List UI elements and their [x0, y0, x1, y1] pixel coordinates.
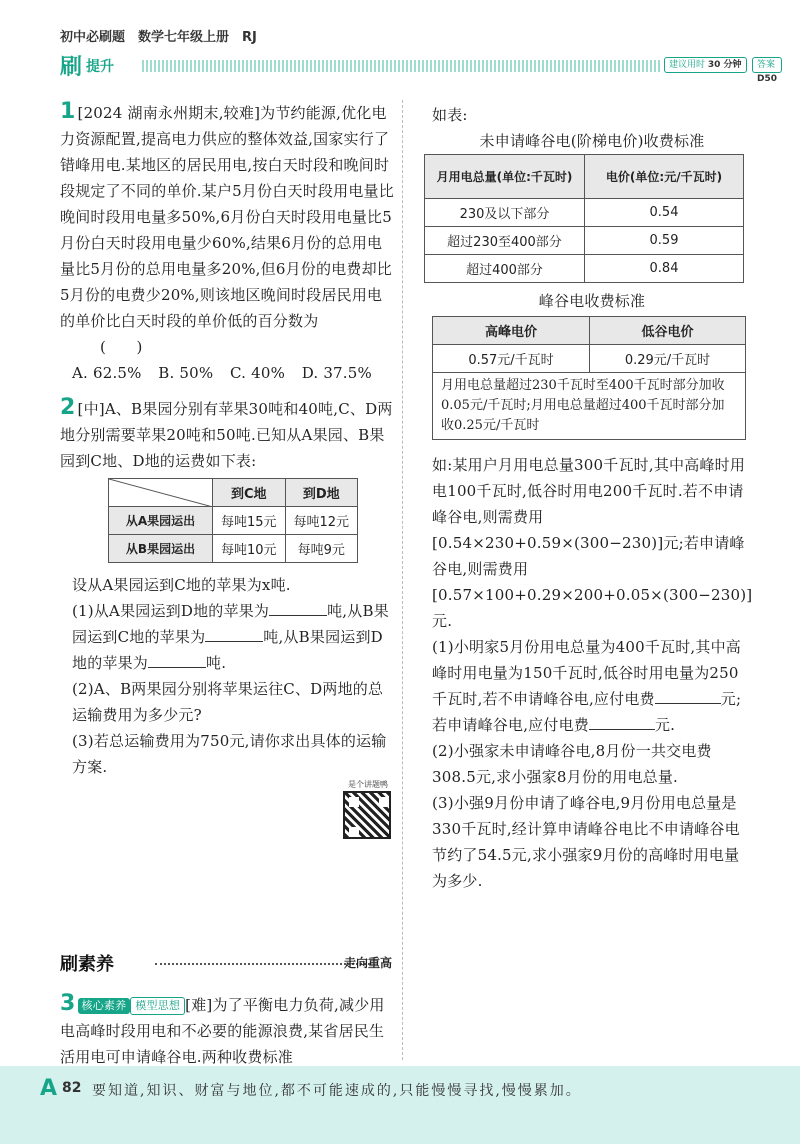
answer-blank[interactable]: [148, 652, 206, 668]
row-label-a: 从A果园运出: [109, 507, 213, 535]
question-2-setup: 设从A果园运到C地的苹果为x吨.: [72, 576, 291, 594]
peak-price: 0.57元/千瓦时: [433, 345, 590, 373]
question-3-intro: [60, 992, 395, 1070]
question-3-cont: [432, 102, 752, 154]
question-3-cont-text: 如表:: [432, 106, 468, 124]
footer-quote: 要知道,知识、财富与地位,都不可能速成的,只能慢慢寻找,慢慢累加。: [92, 1083, 582, 1099]
tier-price: 0.54: [585, 199, 744, 227]
question-3-part-1: (1)小明家5月份用电总量为400千瓦时,其中高峰时用电量为150千瓦时,低谷时用电量为250千瓦时,若不申请峰谷电,应付电费 元;若申请峰谷电,应付电费 元.: [432, 638, 742, 734]
cell-a-c: 每吨15元: [213, 507, 286, 535]
question-2-intro: [中]A、B果园分别有苹果30吨和40吨,C、D两地分别需要苹果20吨和50吨.已知从A果园、B果园到C地、D地的运费如下表:: [60, 400, 393, 470]
answer-blank[interactable]: [269, 600, 327, 616]
option-c: C. 40%: [230, 364, 286, 382]
tag-model-thinking: 模型思想: [130, 997, 185, 1015]
peak-header: 高峰电价: [433, 317, 590, 345]
question-3-part-3: (3)小强9月份申请了峰谷电,9月份用电总量是330千瓦时,经计算申请峰谷电比不申请峰谷电节约了54.5元,求小强家9月份的高峰时用电量为多少.: [432, 794, 740, 890]
table-row: [425, 199, 744, 227]
freight-table: [108, 478, 358, 563]
section-subtitle: 走向重高: [343, 956, 392, 970]
peak-valley-table-wrap: [432, 316, 746, 440]
question-2: [60, 396, 395, 474]
qr-label: 是个讲题鸭: [348, 780, 388, 789]
answer-blank[interactable]: [589, 714, 655, 730]
answer-page-badge: [752, 57, 782, 84]
tier-range: 超过230至400部分: [425, 227, 585, 255]
tier-range: 230及以下部分: [425, 199, 585, 227]
option-a: A. 62.5%: [72, 364, 142, 382]
table-row: [109, 535, 358, 563]
question-2-part-1: (1)从A果园运到D地的苹果为 吨,从B果园运到C地的苹果为 吨,从B果园运到D地的苹果为 吨.: [72, 602, 389, 672]
question-2-parts: [72, 572, 394, 780]
answer-blank[interactable]: [205, 626, 263, 642]
section-title: 刷素养: [60, 954, 114, 975]
option-d: D. 37.5%: [301, 364, 372, 382]
tiered-price-table: [424, 154, 744, 283]
qr-code-block[interactable]: [343, 780, 393, 850]
tier-price: 0.59: [585, 227, 744, 255]
option-b: B. 50%: [158, 364, 214, 382]
table-row: [433, 345, 746, 373]
question-2-number: 2: [60, 395, 76, 420]
time-label: 建议用时: [669, 60, 706, 70]
qr-code-icon[interactable]: [343, 791, 391, 839]
answer-page: D50: [757, 74, 777, 84]
table-1-title: 未申请峰谷电(阶梯电价)收费标准: [479, 132, 705, 150]
tier-price: 0.84: [585, 255, 744, 283]
question-1: [60, 100, 395, 386]
table-corner-cell: [109, 479, 213, 507]
row-label-b: 从B果园运出: [109, 535, 213, 563]
table-row: [109, 507, 358, 535]
book-title: 初中必刷题 数学七年级上册 RJ: [60, 30, 257, 45]
answer-paren: ( ): [100, 338, 143, 356]
tag-core-literacy: 核心素养: [78, 998, 131, 1014]
question-3-example: 如:某用户月用电总量300千瓦时,其中高峰时用电100千瓦时,低谷时用电200千瓦时.若不申请峰谷电,则需费用[0.54×230+0.59×(300−230)]元;若申请峰谷电,则需费用[0.57×100+0.29×200+0.05×(300−230)]元.: [432, 456, 753, 630]
question-3-text: [难]为了平衡电力负荷,减少用电高峰时段用电和不必要的能源浪费,某省居民生活用电可申请峰谷电.两种收费标准: [60, 996, 385, 1066]
question-3-number: 3: [60, 991, 76, 1016]
suggested-time-badge: [664, 57, 747, 73]
diagonal-line: [109, 479, 213, 507]
cell-b-c: 每吨10元: [213, 535, 286, 563]
table-row: [425, 255, 744, 283]
brand-main: 刷: [60, 55, 83, 80]
valley-price: 0.29元/千瓦时: [590, 345, 746, 373]
peak-valley-table: [432, 316, 746, 373]
section-header: [60, 950, 392, 976]
footer-a-icon: A: [40, 1076, 58, 1101]
tier-range: 超过400部分: [425, 255, 585, 283]
question-3-body: [432, 452, 752, 894]
question-2-part-2: (2)A、B两果园分别将苹果运往C、D两地的总运输费用为多少元?: [72, 680, 384, 724]
question-1-number: 1: [60, 99, 76, 124]
valley-header: 低谷电价: [590, 317, 746, 345]
table-row: [425, 227, 744, 255]
cell-a-d: 每吨12元: [285, 507, 358, 535]
question-2-part-3: (3)若总运输费用为750元,请你求出具体的运输方案.: [72, 732, 387, 776]
answer-label: 答案: [757, 60, 776, 70]
brand-banner: [60, 50, 777, 84]
table-2-title: 峰谷电收费标准: [538, 292, 646, 310]
footer: [0, 1066, 800, 1144]
decorative-stripes: [142, 60, 662, 72]
tiered-header-price: 电价(单位:元/千瓦时): [585, 155, 744, 199]
question-1-text: [2024 湖南永州期末,较难]为节约能源,优化电力资源配置,提高电力供应的整体效益,国家实行了错峰用电.某地区的居民用电,按白天时段和晚间时段规定了不同的单价.某户5月份白天时段用电量比晚间时段用电量多50%,6月份白天时段用电量比5月份白天时段用电量少60%,结果6月份的总用电量比5月份的总用电量多20%,但6月份的电费却比5月份的电费少20%,则该地区晚间时段居民用电的单价比白天时段的单价低的百分数为: [60, 104, 394, 330]
section-dots: [155, 963, 370, 965]
cell-b-d: 每吨9元: [285, 535, 358, 563]
header-to-d: 到D地: [285, 479, 358, 507]
column-divider: [402, 100, 403, 1060]
question-1-options: [72, 360, 372, 386]
tiered-header-usage: 月用电总量(单位:千瓦时): [425, 155, 585, 199]
brand-sub: 提升: [86, 59, 114, 75]
header-to-c: 到C地: [213, 479, 286, 507]
answer-blank[interactable]: [655, 688, 721, 704]
surcharge-note: 月用电总量超过230千瓦时至400千瓦时部分加收0.05元/千瓦时;月用电总量超过400千瓦时部分加收0.25元/千瓦时: [432, 373, 746, 440]
question-3-part-2: (2)小强家未申请峰谷电,8月份一共交电费308.5元,求小强家8月份的用电总量.: [432, 742, 712, 786]
page-number: 82: [62, 1080, 82, 1096]
time-value: 30 分钟: [707, 60, 742, 70]
